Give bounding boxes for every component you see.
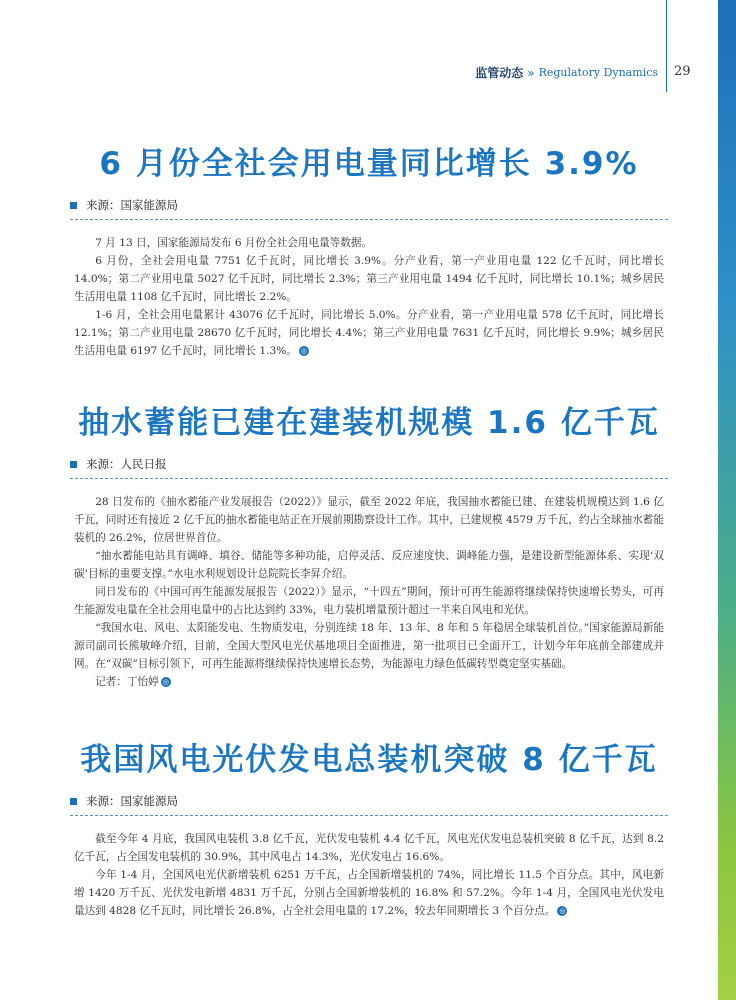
- page-number: 29: [674, 64, 691, 79]
- article-source: [70, 793, 668, 809]
- article-title: 抽水蓄能已建在建装机规模 1.6 亿千瓦: [78, 405, 660, 441]
- end-mark-icon: ◎: [559, 907, 566, 915]
- article-wind-solar-capacity: [70, 734, 668, 920]
- article-electricity-consumption: [70, 138, 668, 360]
- dashed-divider: [70, 815, 668, 816]
- header-divider: [666, 0, 667, 92]
- dashed-divider: [70, 478, 668, 479]
- chevron-right-icon: »: [527, 65, 535, 80]
- article-source: [70, 197, 668, 213]
- square-bullet-icon: [70, 798, 77, 805]
- square-bullet-icon: [70, 202, 77, 209]
- reporter-line: [74, 673, 664, 691]
- edge-color-bar: [718, 0, 736, 1000]
- dashed-divider: [70, 219, 668, 220]
- article-body: [70, 830, 668, 920]
- paragraph-text: 今年 1-4 月，全国风电光伏新增装机 6251 万千瓦，占全国新增装机的 74%，同比增长 11.5 个百分点。其中，风电新增 1420 万千瓦、光伏发电新增 4831 万千瓦，分别占全国新增装机的 16.8% 和 57.2%。今年 1-4 月，全国风电光伏发电量达到 4828 亿千瓦时，同比增长 26.8%，占全社会用电量的 17.2%，较去年同期增长 3 个百分点。: [74, 869, 664, 917]
- source-label: 来源：国家能源局: [86, 198, 178, 212]
- paragraph: 6 月份，全社会用电量 7751 亿千瓦时，同比增长 3.9%。分产业看，第一产业用电量 122 亿千瓦时，同比增长 14.0%；第二产业用电量 5027 亿千瓦时，同比增长 2.3%；第三产业用电量 1494 亿千瓦时，同比增长 10.1%；城乡居民生活用电量 1108 亿千瓦时，同比增长 2.2%。: [74, 255, 664, 303]
- section-title-en: Regulatory Dynamics: [538, 66, 658, 79]
- source-label: 来源：人民日报: [86, 457, 167, 471]
- paragraph: “抽水蓄能电站具有调峰、填谷、储能等多种功能，启停灵活、反应速度快、调峰能力强，是建设新型能源体系、实现‘双碳’目标的重要支撑。”水电水利规划设计总院院长李昇介绍。: [74, 550, 664, 580]
- paragraph: 截至今年 4 月底，我国风电装机 3.8 亿千瓦，光伏发电装机 4.4 亿千瓦，风电光伏发电总装机突破 8 亿千瓦，达到 8.2 亿千瓦，占全国发电装机的 30.9%，其中风电占 14.3%，光伏发电占 16.6%。: [74, 833, 664, 863]
- section-title-cn: 监管动态: [475, 66, 524, 80]
- paragraph: 7 月 13 日，国家能源局发布 6 月份全社会用电量等数据。: [95, 237, 373, 249]
- paragraph: [74, 306, 664, 360]
- article-title: 我国风电光伏发电总装机突破 8 亿千瓦: [80, 742, 658, 778]
- reporter-name: 记者：丁怡婷: [95, 676, 159, 688]
- square-bullet-icon: [70, 461, 77, 468]
- article-source: [70, 456, 668, 472]
- article-body: [70, 493, 668, 691]
- article-pumped-storage: [70, 397, 668, 691]
- article-body: [70, 234, 668, 360]
- paragraph: 同日发布的《中国可再生能源发展报告（2022）》显示，“十四五”期间，预计可再生能源将继续保持快速增长势头，可再生能源发电量在全社会用电量中的占比达到约 33%，电力装机增量预计超过一半来自风电和光伏。: [74, 586, 664, 616]
- paragraph: 28 日发布的《抽水蓄能产业发展报告（2022）》显示，截至 2022 年底，我国抽水蓄能已建、在建装机规模达到 1.6 亿千瓦，同时还有接近 2 亿千瓦的抽水蓄能电站正在开展前期勘察设计工作。其中，已建规模 4579 万千瓦，约占全球抽水蓄能装机的 26.2%，位居世界首位。: [74, 496, 664, 544]
- running-header: [468, 64, 658, 81]
- article-title: 6 月份全社会用电量同比增长 3.9%: [99, 146, 639, 182]
- paragraph: [74, 866, 664, 920]
- end-mark-icon: ◎: [300, 347, 307, 355]
- paragraph-text: 1-6 月，全社会用电量累计 43076 亿千瓦时，同比增长 5.0%。分产业看，第一产业用电量 578 亿千瓦时，同比增长 12.1%；第二产业用电量 28670 亿千瓦时，同比增长 4.4%；第三产业用电量 7631 亿千瓦时，同比增长 9.9%；城乡居民生活用电量 6197 亿千瓦时，同比增长 1.3%。: [74, 309, 664, 357]
- paragraph: “我国水电、风电、太阳能发电、生物质发电，分别连续 18 年、13 年、8 年和 5 年稳居全球装机首位。”国家能源局新能源司副司长熊敏峰介绍，目前，全国大型风电光伏基地项目全面推进，第一批项目已全面开工，计划今年年底前全部建成并网。在“双碳”目标引领下，可再生能源将继续保持快速增长态势，为能源电力绿色低碳转型奠定坚实基础。: [74, 622, 664, 670]
- end-mark-icon: ◎: [162, 678, 169, 686]
- source-label: 来源：国家能源局: [86, 794, 178, 808]
